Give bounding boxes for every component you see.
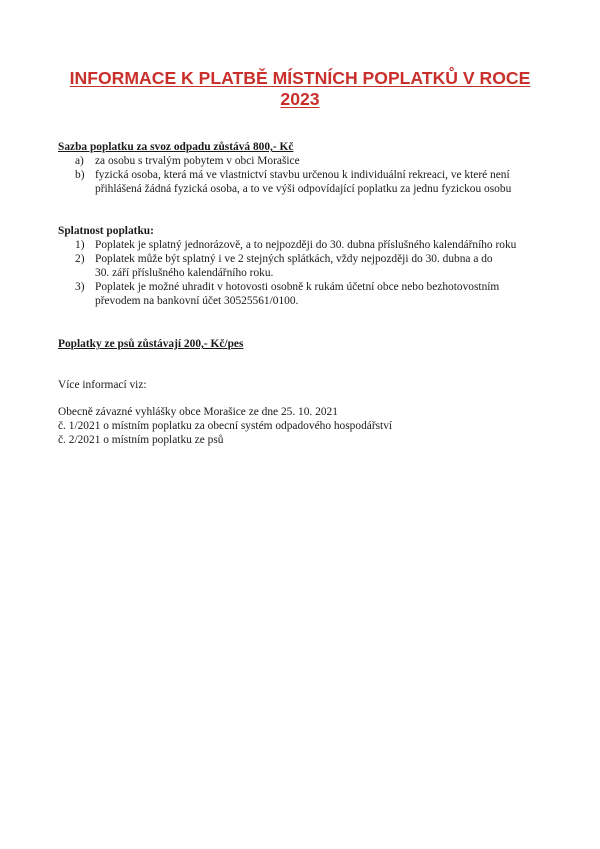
list-marker: b) bbox=[75, 169, 85, 181]
list-item-text: za osobu s trvalým pobytem v obci Morašice bbox=[95, 155, 300, 167]
more-info-line: č. 1/2021 o místním poplatku za obecní systém odpadového hospodářství bbox=[58, 420, 393, 432]
list-item bbox=[75, 154, 511, 168]
list-marker: a) bbox=[75, 155, 84, 167]
list-item-text: Poplatek může být splatný i ve 2 stejných splátkách, vždy nejpozději do 30. dubna a do bbox=[95, 253, 493, 265]
list-item-text: Poplatek je možné uhradit v hotovosti osobně k rukám účetní obce nebo bezhotovostním bbox=[95, 281, 500, 293]
list-marker: 2) bbox=[75, 253, 85, 265]
more-info-line: č. 2/2021 o místním poplatku ze psů bbox=[58, 434, 224, 446]
waste-fee-list bbox=[75, 154, 511, 196]
list-item bbox=[75, 238, 516, 252]
more-info-label: Více informací viz: bbox=[58, 379, 147, 391]
list-item bbox=[75, 280, 516, 308]
dog-fee-heading: Poplatky ze psů zůstávají 200,- Kč/pes bbox=[58, 338, 244, 350]
due-list bbox=[75, 238, 516, 308]
list-marker: 3) bbox=[75, 281, 85, 293]
list-item-text: přihlášená žádná fyzická osoba, a to ve výši odpovídající poplatku za jednu fyzickou osobu bbox=[95, 183, 512, 195]
list-item-text: převodem na bankovní účet 30525561/0100. bbox=[95, 295, 299, 307]
document-title bbox=[56, 68, 544, 110]
list-marker: 1) bbox=[75, 239, 85, 251]
due-heading: Splatnost poplatku: bbox=[58, 225, 154, 237]
waste-fee-heading: Sazba poplatku za svoz odpadu zůstává 800,- Kč bbox=[58, 141, 294, 153]
list-item bbox=[75, 252, 516, 280]
list-item bbox=[75, 168, 511, 196]
title-line-1: INFORMACE K PLATBĚ MÍSTNÍCH POPLATKŮ V ROCE bbox=[69, 68, 531, 88]
list-item-text: 30. září příslušného kalendářního roku. bbox=[95, 267, 274, 279]
title-line-2: 2023 bbox=[280, 89, 320, 109]
more-info-line: Obecně závazné vyhlášky obce Morašice ze dne 25. 10. 2021 bbox=[58, 406, 338, 418]
list-item-text: fyzická osoba, která má ve vlastnictví stavbu určenou k individuální rekreaci, ve které není bbox=[95, 169, 510, 181]
list-item-text: Poplatek je splatný jednorázově, a to nejpozději do 30. dubna příslušného kalendářního roku bbox=[95, 239, 517, 251]
